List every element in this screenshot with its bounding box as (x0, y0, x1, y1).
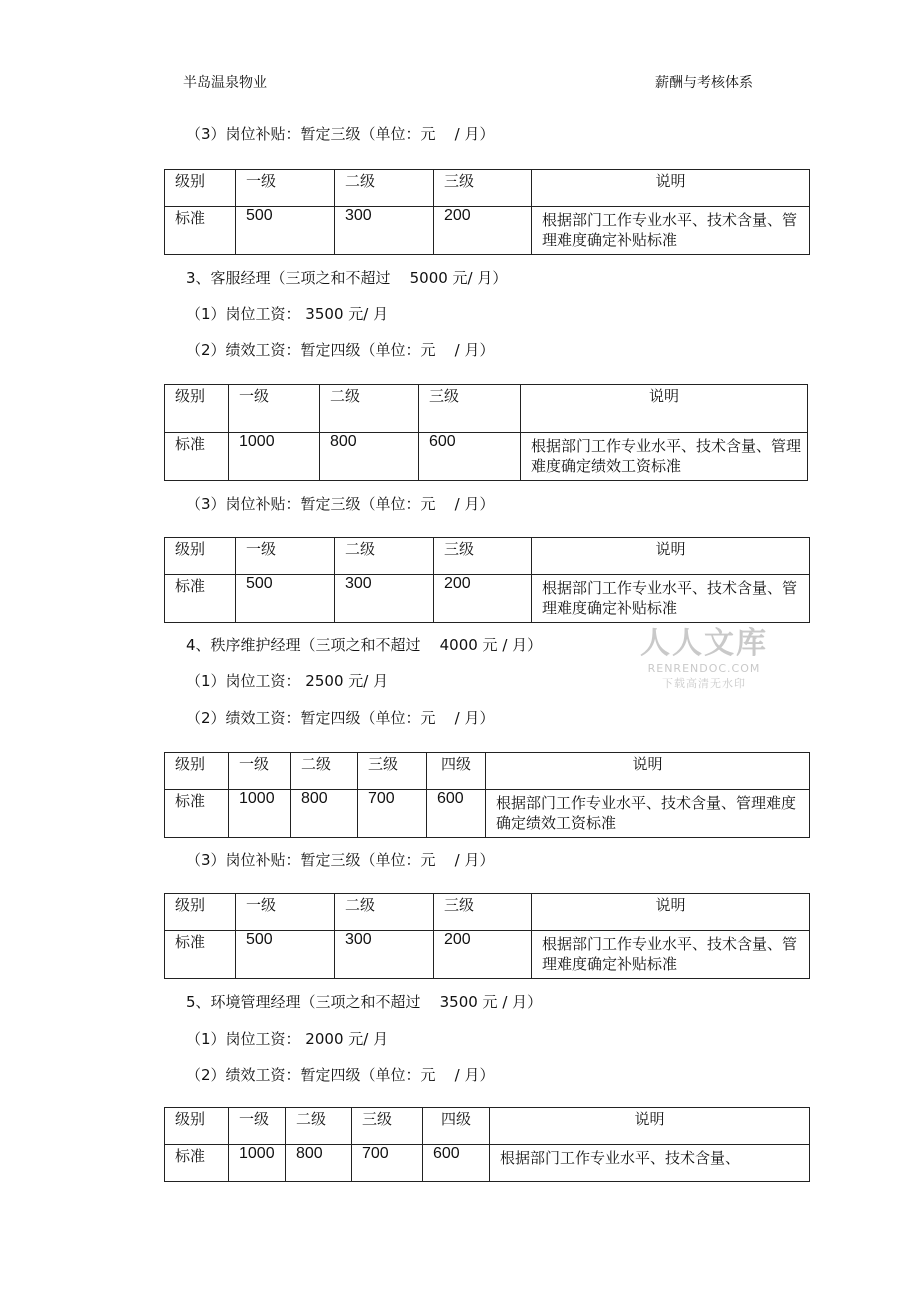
table-cell: 600 (427, 790, 486, 838)
header-right: 薪酬与考核体系 (655, 75, 753, 91)
table-cell: 200 (434, 575, 532, 623)
table-header-cell: 级别 (165, 894, 236, 931)
table-cell: 300 (335, 931, 434, 979)
watermark-note: 下载高清无水印 (662, 677, 746, 690)
table-cell: 标准 (165, 790, 229, 838)
table-header-cell: 二级 (291, 753, 358, 790)
allowance-table (164, 537, 810, 623)
table-header-cell: 三级 (434, 894, 532, 931)
watermark-site: RENRENDOC.COM (647, 662, 761, 675)
table-cell: 根据部门工作专业水平、技术含量、管理难度确定补贴标准 (532, 931, 810, 979)
table-header-cell: 二级 (286, 1108, 352, 1145)
table-header-cell: 四级 (423, 1108, 490, 1145)
table-cell: 1000 (229, 1145, 286, 1182)
table-cell: 300 (335, 575, 434, 623)
allowance-table (164, 893, 810, 979)
section-title: 4、秩序维护经理（三项之和不超过 4000 元 / 月） (186, 636, 543, 654)
table-header-cell: 说明 (521, 385, 808, 433)
performance-table (164, 752, 810, 838)
table-header-cell: 二级 (335, 170, 434, 207)
table-header-cell: 说明 (532, 170, 810, 207)
header-left: 半岛温泉物业 (183, 75, 267, 91)
table-cell: 根据部门工作专业水平、技术含量、 (490, 1145, 810, 1182)
table-cell: 200 (434, 931, 532, 979)
table-header-cell: 二级 (335, 538, 434, 575)
text-line: （2）绩效工资：暂定四级（单位：元 / 月） (186, 709, 495, 727)
watermark (640, 618, 768, 691)
table-cell: 1000 (229, 790, 291, 838)
table-cell: 500 (236, 575, 335, 623)
text-line: （3）岗位补贴：暂定三级（单位：元 / 月） (186, 851, 495, 869)
text-line: （3）岗位补贴：暂定三级（单位：元 / 月） (186, 495, 495, 513)
table-header-cell: 级别 (165, 753, 229, 790)
performance-table (164, 384, 808, 481)
table-header-cell: 一级 (236, 894, 335, 931)
table-cell: 根据部门工作专业水平、技术含量、管理难度确定补贴标准 (532, 207, 810, 255)
table-header-cell: 说明 (532, 538, 810, 575)
watermark-title: 人人文库 (640, 626, 768, 661)
table-header-cell: 三级 (358, 753, 427, 790)
table-header-cell: 三级 (352, 1108, 423, 1145)
text-line: （1）岗位工资： 3500 元/ 月 (186, 305, 389, 323)
performance-table (164, 1107, 810, 1182)
table-header-cell: 级别 (165, 170, 236, 207)
table-cell: 根据部门工作专业水平、技术含量、管理难度确定绩效工资标准 (521, 433, 808, 481)
table-cell: 500 (236, 207, 335, 255)
table-cell: 标准 (165, 1145, 229, 1182)
table-header-cell: 四级 (427, 753, 486, 790)
table-header-cell: 一级 (236, 170, 335, 207)
table-cell: 600 (423, 1145, 490, 1182)
table-header-cell: 说明 (490, 1108, 810, 1145)
table-cell: 根据部门工作专业水平、技术含量、管理难度确定补贴标准 (532, 575, 810, 623)
table-cell: 700 (352, 1145, 423, 1182)
table-cell: 1000 (229, 433, 320, 481)
section-title: 3、客服经理（三项之和不超过 5000 元/ 月） (186, 269, 508, 287)
table-cell: 800 (320, 433, 419, 481)
table-cell: 600 (419, 433, 521, 481)
text-line: （2）绩效工资：暂定四级（单位：元 / 月） (186, 341, 495, 359)
table-header-cell: 三级 (434, 538, 532, 575)
table-header-cell: 说明 (486, 753, 810, 790)
table-header-cell: 二级 (320, 385, 419, 433)
table-cell: 标准 (165, 207, 236, 255)
section-title: 5、环境管理经理（三项之和不超过 3500 元 / 月） (186, 993, 543, 1011)
table-cell: 700 (358, 790, 427, 838)
table-cell: 800 (291, 790, 358, 838)
text-line: （1）岗位工资： 2500 元/ 月 (186, 672, 389, 690)
table-header-cell: 二级 (335, 894, 434, 931)
table-cell: 200 (434, 207, 532, 255)
table-cell: 标准 (165, 931, 236, 979)
table-header-cell: 一级 (229, 753, 291, 790)
table-cell: 500 (236, 931, 335, 979)
table-header-cell: 一级 (229, 1108, 286, 1145)
table-cell: 标准 (165, 433, 229, 481)
allowance-table (164, 169, 810, 255)
table-header-cell: 三级 (419, 385, 521, 433)
table-header-cell: 级别 (165, 385, 229, 433)
table-header-cell: 一级 (236, 538, 335, 575)
table-header-cell: 一级 (229, 385, 320, 433)
table-cell: 标准 (165, 575, 236, 623)
text-line: （3）岗位补贴：暂定三级（单位：元 / 月） (186, 125, 495, 143)
table-cell: 300 (335, 207, 434, 255)
table-header-cell: 说明 (532, 894, 810, 931)
text-line: （2）绩效工资：暂定四级（单位：元 / 月） (186, 1066, 495, 1084)
table-header-cell: 级别 (165, 1108, 229, 1145)
table-cell: 根据部门工作专业水平、技术含量、管理难度确定绩效工资标准 (486, 790, 810, 838)
table-cell: 800 (286, 1145, 352, 1182)
text-line: （1）岗位工资： 2000 元/ 月 (186, 1030, 389, 1048)
table-header-cell: 三级 (434, 170, 532, 207)
table-header-cell: 级别 (165, 538, 236, 575)
